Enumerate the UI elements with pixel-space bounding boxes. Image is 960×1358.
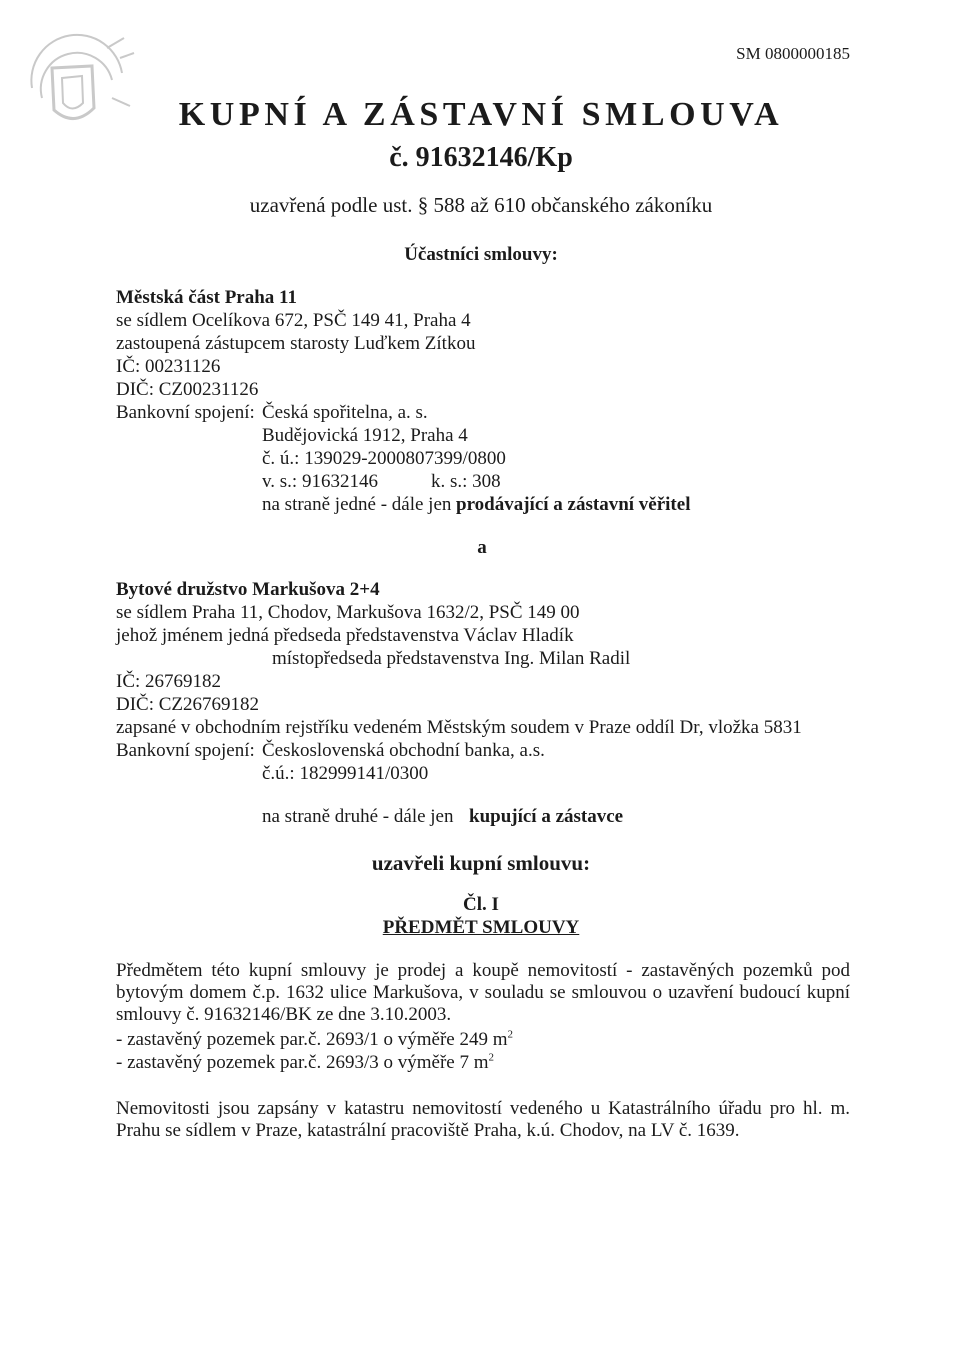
buyer-representative-2: místopředseda představenstva Ing. Milan Radil xyxy=(272,648,631,669)
article-item-1 xyxy=(116,1029,513,1051)
seller-bank-name: Česká spořitelna, a. s. xyxy=(262,402,428,423)
seller-dic: DIČ: CZ00231126 xyxy=(116,379,259,400)
buyer-dic: DIČ: CZ26769182 xyxy=(116,694,260,715)
buyer-ic: IČ: 26769182 xyxy=(116,671,222,692)
article-item-2-sup: 2 xyxy=(488,1051,494,1064)
seal-stamp-icon xyxy=(12,28,142,148)
buyer-representative-1: jehož jménem jedná předseda představenstva Václav Hladík xyxy=(116,625,574,646)
parties-heading: Účastníci smlouvy: xyxy=(404,244,558,265)
buyer-seat: se sídlem Praha 11, Chodov, Markušova 1632/2, PSČ 149 00 xyxy=(116,602,580,623)
article-item-2-text: - zastavěný pozemek par.č. 2693/3 o výměře 7 m xyxy=(116,1052,489,1073)
buyer-registry: zapsané v obchodním rejstříku vedeném Městským soudem v Praze oddíl Dr, vložka 5831 xyxy=(116,717,802,738)
buyer-account: č.ú.: 182999141/0300 xyxy=(262,763,429,784)
article-item-2 xyxy=(116,1052,494,1074)
article-paragraph-1: Předmětem této kupní smlouvy je prodej a koupě nemovitostí - zastavěných pozemků pod bytovým domem č.p. 1632 ulice Markušova, v souladu se smlouvou o uzavření budoucí kupní smlouvy č. 91632146/BK ze dne 3.10.2003. xyxy=(116,960,850,1025)
seller-seat: se sídlem Ocelíkova 672, PSČ 149 41, Praha 4 xyxy=(116,310,471,331)
article-heading: PŘEDMĚT SMLOUVY xyxy=(382,917,580,938)
contract-number: č. 91632146/Kp xyxy=(389,142,573,173)
article-item-1-sup: 2 xyxy=(507,1028,513,1041)
seller-bank-label: Bankovní spojení: xyxy=(116,402,255,423)
document-title: KUPNÍ A ZÁSTAVNÍ SMLOUVA xyxy=(178,96,784,133)
seller-representative: zastoupená zástupcem starosty Luďkem Zítkou xyxy=(116,333,476,354)
seller-ic: IČ: 00231126 xyxy=(116,356,221,377)
buyer-name: Bytové družstvo Markušova 2+4 xyxy=(116,579,380,600)
seller-name: Městská část Praha 11 xyxy=(116,287,298,308)
seller-constant-symbol: k. s.: 308 xyxy=(431,471,501,492)
buyer-bank-label: Bankovní spojení: xyxy=(116,740,255,761)
seller-role-prefix: na straně jedné - dále jen xyxy=(262,494,452,515)
seller-variable-symbol: v. s.: 91632146 xyxy=(262,471,378,492)
concluded-heading: uzavřeli kupní smlouvu: xyxy=(371,851,591,875)
article-paragraph-2: Nemovitosti jsou zapsány v katastru nemovitostí vedeného u Katastrálního úřadu pro hl. m. Prahu se sídlem v Praze, katastrální pracoviště Praha, k.ú. Chodov, na LV č. 1639. xyxy=(116,1098,850,1141)
legal-basis: uzavřená podle ust. § 588 až 610 občanského zákoníku xyxy=(249,193,713,217)
seller-bank-branch: Budějovická 1912, Praha 4 xyxy=(262,425,468,446)
document-reference-number: SM 0800000185 xyxy=(736,44,850,63)
buyer-bank-name: Československá obchodní banka, a.s. xyxy=(262,740,545,761)
article-number: Čl. I xyxy=(463,894,499,915)
conjunction: a xyxy=(477,537,487,558)
seller-role: prodávající a zástavní věřitel xyxy=(456,494,691,515)
seller-account: č. ú.: 139029-2000807399/0800 xyxy=(262,448,506,469)
buyer-role: kupující a zástavce xyxy=(469,806,624,827)
buyer-role-prefix: na straně druhé - dále jen xyxy=(262,806,454,827)
article-item-1-text: - zastavěný pozemek par.č. 2693/1 o výměře 249 m xyxy=(116,1029,508,1050)
